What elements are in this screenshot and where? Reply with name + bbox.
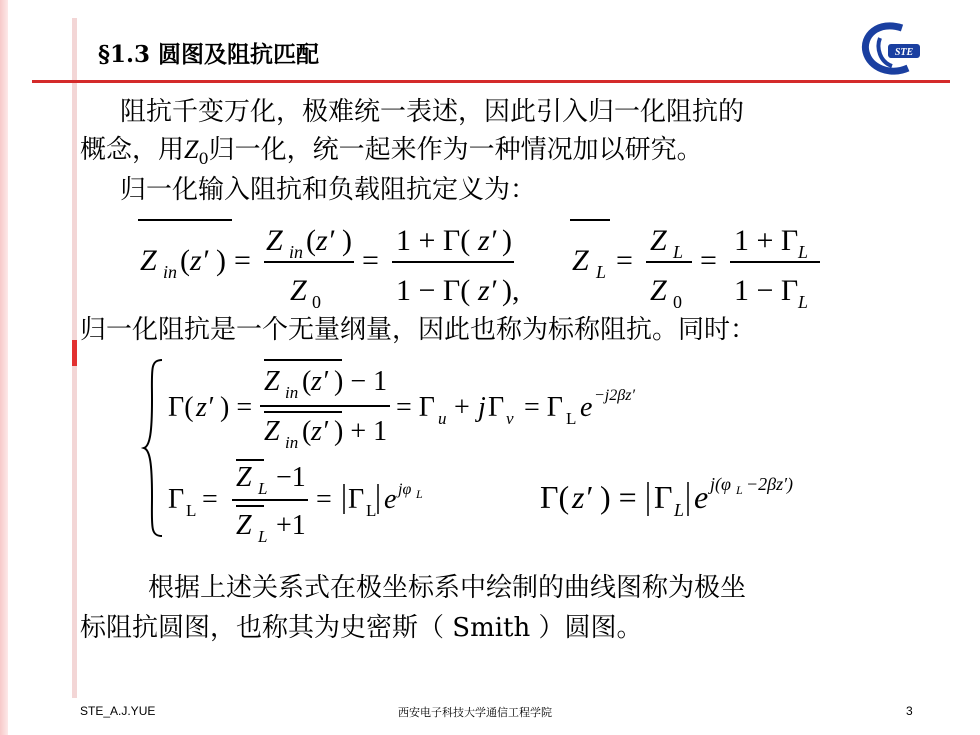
page-number: 3 xyxy=(906,704,913,718)
svg-text:): ) xyxy=(502,224,512,257)
svg-text:L: L xyxy=(674,500,685,520)
svg-text:e: e xyxy=(694,479,709,515)
title-rule xyxy=(32,80,950,83)
svg-text:=: = xyxy=(700,244,717,277)
svg-text:1 + Γ(: 1 + Γ( xyxy=(396,224,471,257)
svg-text:Z: Z xyxy=(264,416,280,447)
svg-text:Z: Z xyxy=(236,462,252,493)
svg-text:L: L xyxy=(596,262,607,282)
svg-text:L: L xyxy=(673,242,684,262)
ste-logo-icon xyxy=(858,18,922,78)
para4-line2: 标阻抗圆图，也称其为史密斯（ Smith ）圆图。 xyxy=(80,613,643,643)
svg-text:−j2βz′: −j2βz′ xyxy=(594,387,635,404)
svg-text:) =: ) = xyxy=(600,479,637,515)
para1-line2-b: 归一化，统一起来作为一种情况加以研究。 xyxy=(208,135,703,165)
svg-text:Z: Z xyxy=(650,224,667,257)
svg-text:1 − Γ: 1 − Γ xyxy=(734,274,799,307)
normalized-impedance-equation xyxy=(130,212,830,310)
svg-text:L: L xyxy=(798,242,809,262)
svg-text:L: L xyxy=(366,501,377,520)
svg-text:Γ: Γ xyxy=(488,392,505,423)
svg-text:z′: z′ xyxy=(190,244,209,277)
svg-text:L: L xyxy=(566,409,577,428)
svg-text:) − 1: ) − 1 xyxy=(334,366,388,397)
svg-text:+1: +1 xyxy=(276,510,306,541)
footer-institution: 西安电子科技大学通信工程学院 xyxy=(398,706,552,719)
para1-line1: 阻抗千变万化，极难统一表述，因此引入归一化阻抗的 xyxy=(120,97,745,127)
left-decor-bar xyxy=(0,0,8,735)
svg-text:Γ: Γ xyxy=(348,484,365,515)
para3: 归一化阻抗是一个无量纲量，因此也称为标称阻抗。同时： xyxy=(80,315,757,345)
svg-text:in: in xyxy=(285,433,299,452)
svg-text:Z: Z xyxy=(236,510,252,541)
svg-text:(: ( xyxy=(180,244,190,277)
svg-text:=: = xyxy=(202,484,218,515)
svg-text:Γ(: Γ( xyxy=(168,392,194,423)
svg-text:= Γ: = Γ xyxy=(396,392,435,423)
svg-text:u: u xyxy=(438,409,447,428)
svg-text:Z: Z xyxy=(572,244,589,277)
svg-text:in: in xyxy=(289,242,304,262)
svg-text:−2βz′): −2βz′) xyxy=(746,474,794,494)
svg-text:= Γ: = Γ xyxy=(524,392,563,423)
svg-text:z′: z′ xyxy=(311,366,329,397)
svg-text:z′: z′ xyxy=(478,224,497,257)
footer-author: STE_A.J.YUE xyxy=(80,704,156,718)
svg-text:L: L xyxy=(258,479,268,498)
svg-text:(: ( xyxy=(306,224,316,257)
svg-text:=: = xyxy=(234,244,251,277)
svg-text:L: L xyxy=(258,527,268,546)
svg-text:L: L xyxy=(416,487,423,501)
z0-symbol: Z xyxy=(184,135,199,164)
svg-text:0: 0 xyxy=(312,292,321,310)
svg-text:) + 1: ) + 1 xyxy=(334,416,388,447)
svg-text:z′: z′ xyxy=(478,274,497,307)
svg-text:−1: −1 xyxy=(276,462,306,493)
reflection-coefficient-equations xyxy=(140,350,880,550)
svg-text:Z: Z xyxy=(290,274,307,307)
svg-text:L: L xyxy=(736,483,743,497)
svg-text:z′: z′ xyxy=(196,392,214,423)
svg-text:=: = xyxy=(316,484,332,515)
svg-text:in: in xyxy=(285,383,299,402)
svg-text:Z: Z xyxy=(266,224,283,257)
svg-text:1 − Γ(: 1 − Γ( xyxy=(396,274,471,307)
svg-text:Z: Z xyxy=(650,274,667,307)
svg-text:Γ: Γ xyxy=(654,479,673,515)
svg-text:) =: ) = xyxy=(220,392,253,423)
svg-text:z′: z′ xyxy=(572,479,592,515)
svg-text:(: ( xyxy=(302,416,312,447)
svg-text:j: j xyxy=(478,392,486,423)
svg-text:=: = xyxy=(362,244,379,277)
svg-text:(: ( xyxy=(302,366,312,397)
svg-text:jφ: jφ xyxy=(398,481,412,498)
svg-text:Z: Z xyxy=(140,244,157,277)
para4-line1: 根据上述关系式在极坐标系中绘制的曲线图称为极坐 xyxy=(148,573,747,603)
svg-text:in: in xyxy=(163,262,178,282)
svg-text:z′: z′ xyxy=(316,224,335,257)
logo-text: STE xyxy=(894,47,914,58)
para1-line2-a: 概念，用 xyxy=(80,135,185,165)
svg-text:e: e xyxy=(580,392,593,423)
svg-text:j(φ: j(φ xyxy=(710,474,731,494)
svg-text:),: ), xyxy=(502,274,520,307)
slide-title: §1.3 圆图及阻抗匹配 xyxy=(98,41,320,68)
svg-text:): ) xyxy=(342,224,352,257)
svg-text:): ) xyxy=(216,244,226,277)
svg-text:Z: Z xyxy=(264,366,280,397)
svg-text:+: + xyxy=(454,392,470,423)
svg-text:1 + Γ: 1 + Γ xyxy=(734,224,799,257)
svg-text:Γ: Γ xyxy=(168,484,185,515)
svg-text:L: L xyxy=(186,501,197,520)
svg-text:e: e xyxy=(384,484,397,515)
para2: 归一化输入阻抗和负载阻抗定义为： xyxy=(120,175,537,205)
svg-text:=: = xyxy=(616,244,633,277)
svg-text:z′: z′ xyxy=(311,416,329,447)
svg-text:Γ(: Γ( xyxy=(540,479,570,515)
svg-text:L: L xyxy=(798,292,809,310)
svg-text:v: v xyxy=(506,409,514,428)
svg-text:0: 0 xyxy=(673,292,682,310)
z0-subscript: 0 xyxy=(198,149,209,169)
red-accent-mark xyxy=(72,340,77,366)
